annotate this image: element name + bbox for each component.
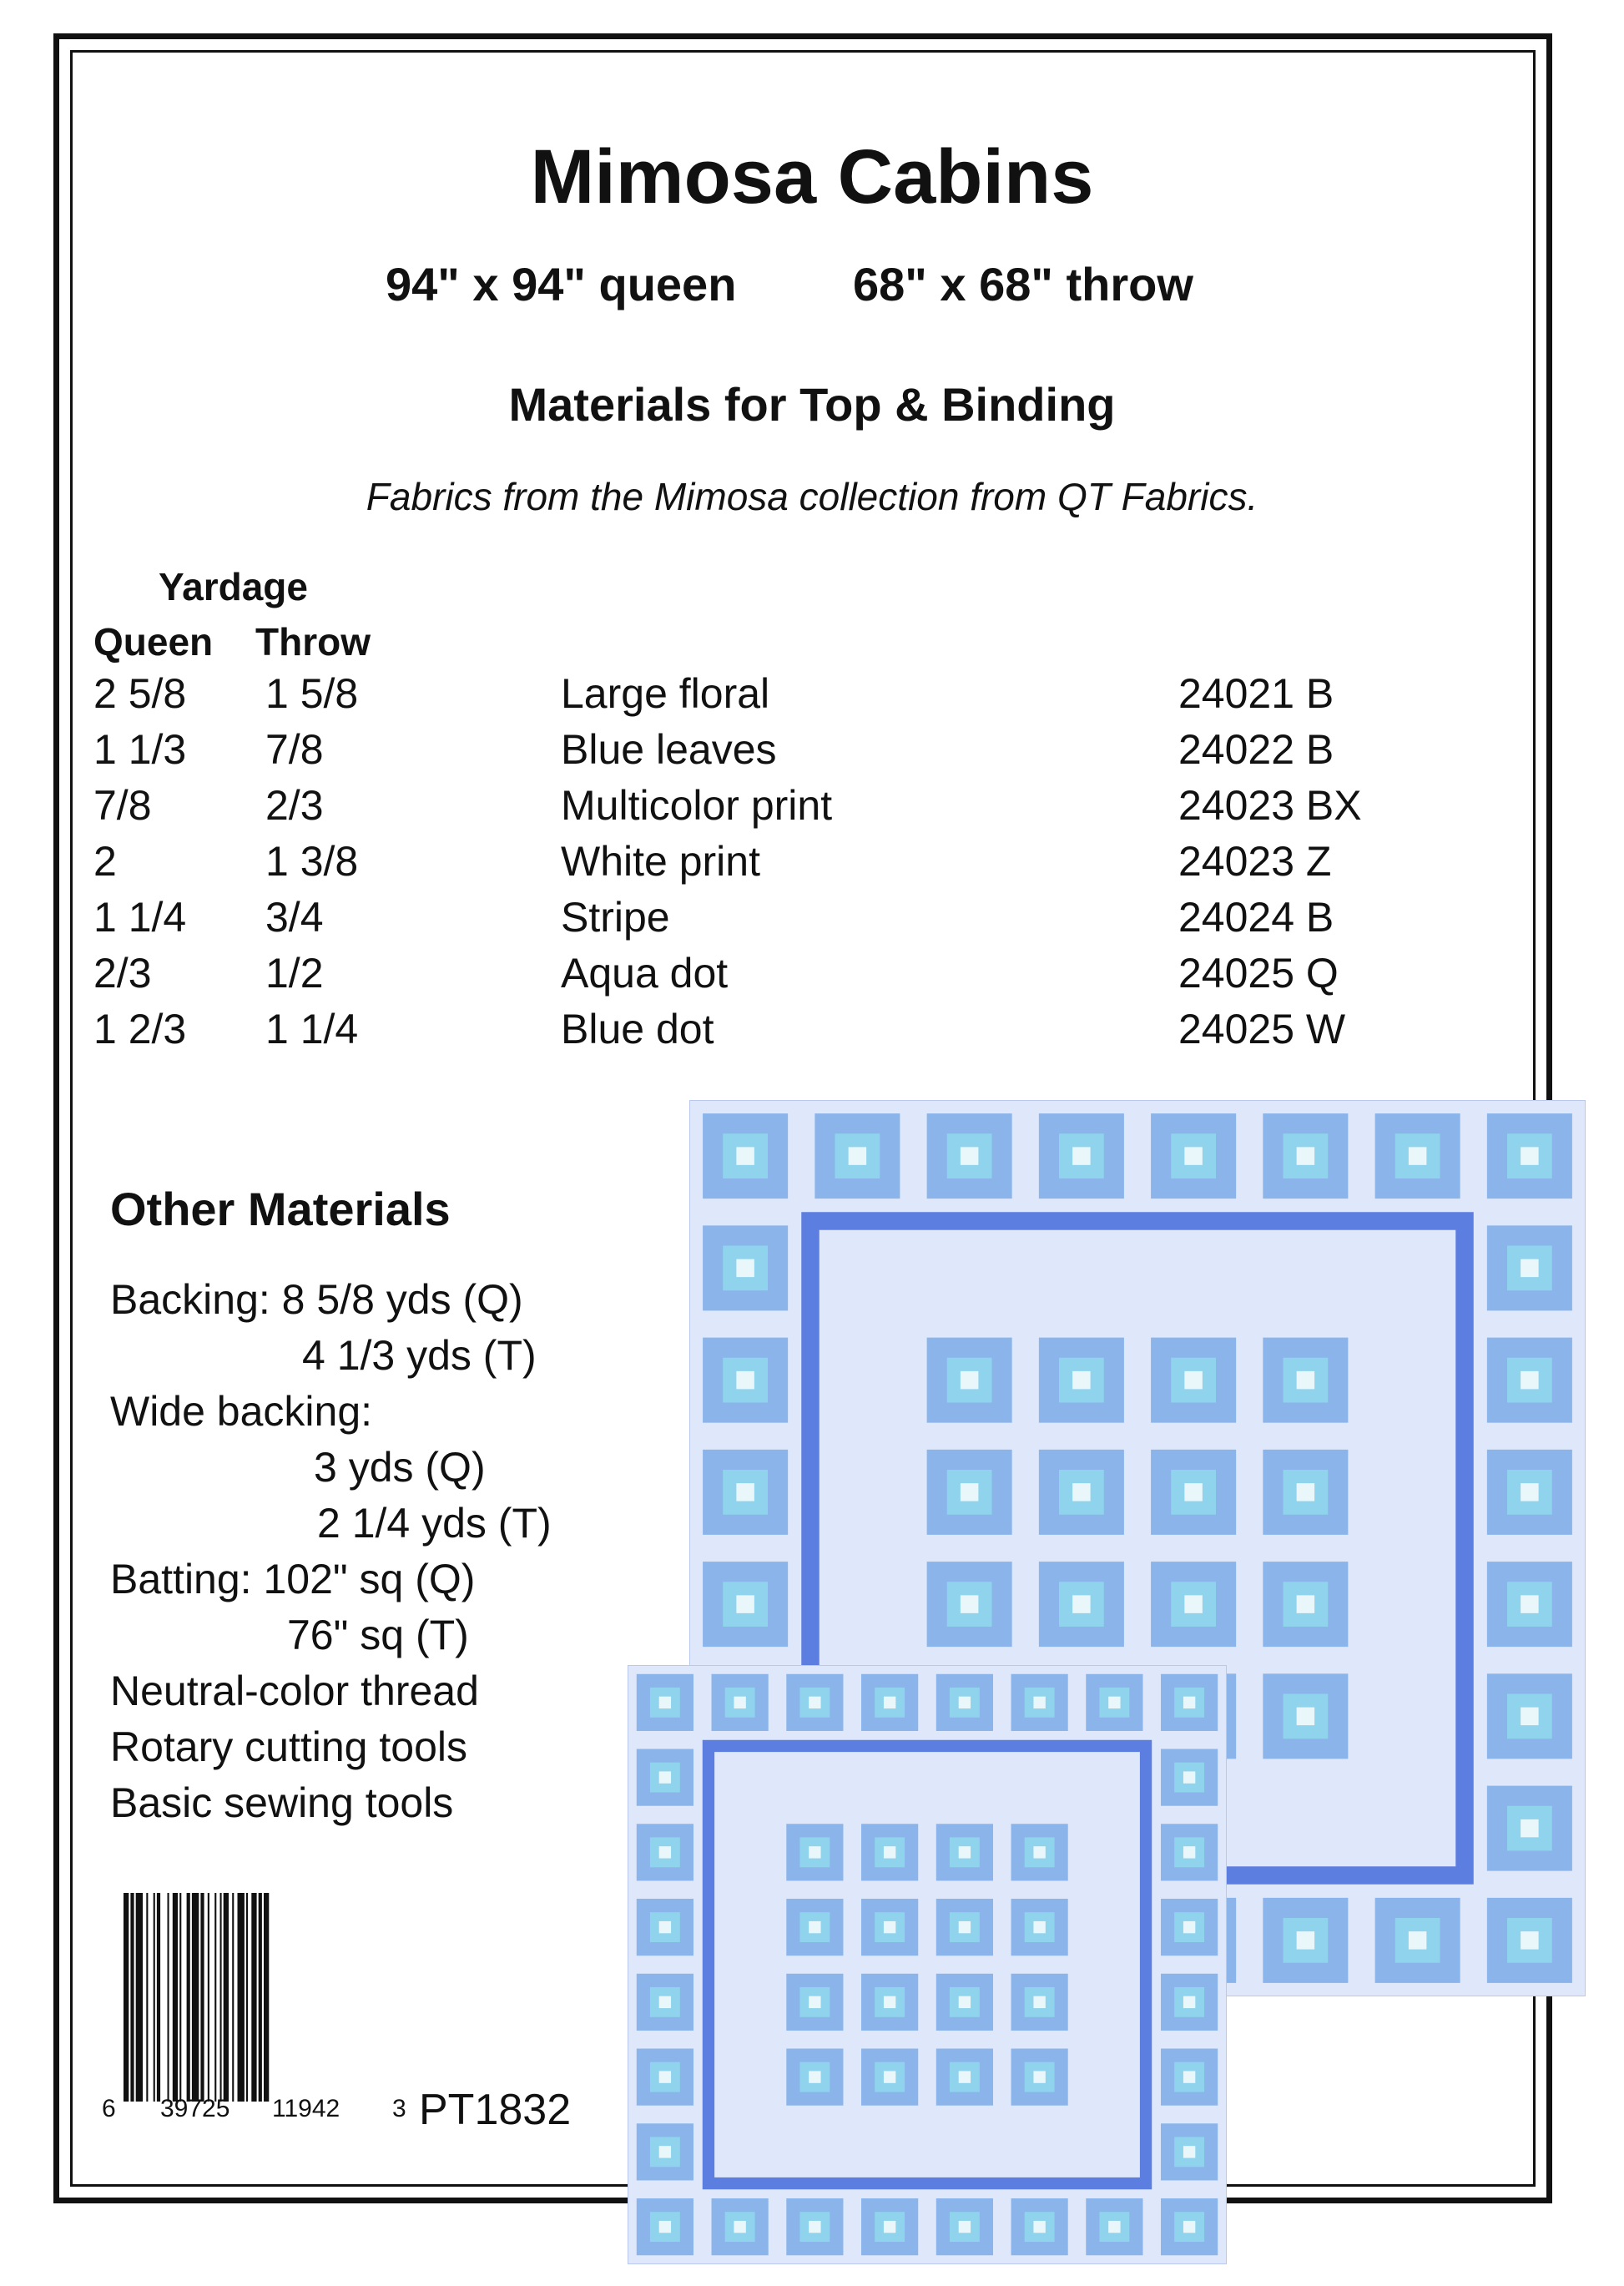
yardage-throw-cell: 1 5/8 [265, 670, 359, 717]
barcode-image [124, 1893, 391, 2102]
yardage-queen-cell: 2 [93, 838, 117, 885]
yardage-code-cell: 24023 Z [1178, 838, 1332, 885]
yardage-fabric-cell: Stripe [561, 894, 670, 941]
barcode-digit-check: 3 [392, 2095, 406, 2122]
other-materials-line: Backing: 8 5/8 yds (Q) [110, 1276, 523, 1323]
barcode-digits-right: 11942 [272, 2095, 340, 2122]
yardage-fabric-cell: White print [561, 838, 760, 885]
yardage-queen-cell: 2/3 [93, 950, 152, 997]
yardage-throw-cell: 7/8 [265, 726, 324, 773]
fabric-source-note: Fabrics from the Mimosa collection from QT Fabrics. [366, 475, 1258, 518]
barcode-digits-left: 39725 [160, 2095, 230, 2122]
yardage-queen-cell: 1 2/3 [93, 1006, 187, 1052]
yardage-code-cell: 24021 B [1178, 670, 1334, 717]
yardage-throw-cell: 3/4 [265, 894, 324, 941]
yardage-fabric-cell: Blue dot [561, 1006, 714, 1052]
yardage-queen-cell: 7/8 [93, 782, 152, 829]
barcode-digit-lead: 6 [102, 2095, 116, 2122]
yardage-queen-cell: 2 5/8 [93, 670, 187, 717]
yardage-queen-cell: 1 1/4 [93, 894, 187, 941]
other-materials-line: 76" sq (T) [287, 1612, 469, 1658]
materials-heading: Materials for Top & Binding [508, 378, 1116, 431]
yardage-fabric-cell: Large floral [561, 670, 770, 717]
yardage-code-cell: 24022 B [1178, 726, 1334, 773]
yardage-throw-cell: 1 1/4 [265, 1006, 359, 1052]
yardage-fabric-cell: Multicolor print [561, 782, 833, 829]
product-code: PT1832 [419, 2086, 572, 2134]
size-throw: 68" x 68" throw [853, 258, 1193, 310]
yardage-group-label: Yardage [159, 565, 308, 608]
yardage-code-cell: 24023 BX [1178, 782, 1362, 829]
col-header-queen: Queen [93, 620, 214, 664]
other-materials-line: 2 1/4 yds (T) [317, 1500, 552, 1547]
page-title: Mimosa Cabins [530, 134, 1094, 220]
yardage-fabric-cell: Aqua dot [561, 950, 729, 997]
yardage-code-cell: 24025 Q [1178, 950, 1339, 997]
yardage-code-cell: 24024 B [1178, 894, 1334, 941]
yardage-queen-cell: 1 1/3 [93, 726, 187, 773]
other-materials-line: Batting: 102" sq (Q) [110, 1556, 476, 1602]
other-materials-heading: Other Materials [110, 1183, 451, 1235]
throw-quilt-image [628, 1665, 1227, 2264]
yardage-throw-cell: 2/3 [265, 782, 324, 829]
other-materials-line: 4 1/3 yds (T) [302, 1332, 537, 1379]
yardage-throw-cell: 1 3/8 [265, 838, 359, 885]
yardage-fabric-cell: Blue leaves [561, 726, 777, 773]
other-materials-line: Wide backing: [110, 1388, 373, 1435]
col-header-throw: Throw [255, 620, 371, 664]
other-materials-line: Rotary cutting tools [110, 1723, 467, 1770]
other-materials-line: 3 yds (Q) [314, 1444, 486, 1491]
other-materials-line: Neutral-color thread [110, 1668, 479, 1714]
other-materials-line: Basic sewing tools [110, 1779, 454, 1826]
yardage-throw-cell: 1/2 [265, 950, 324, 997]
yardage-code-cell: 24025 W [1178, 1006, 1346, 1052]
size-queen: 94" x 94" queen [386, 258, 737, 310]
